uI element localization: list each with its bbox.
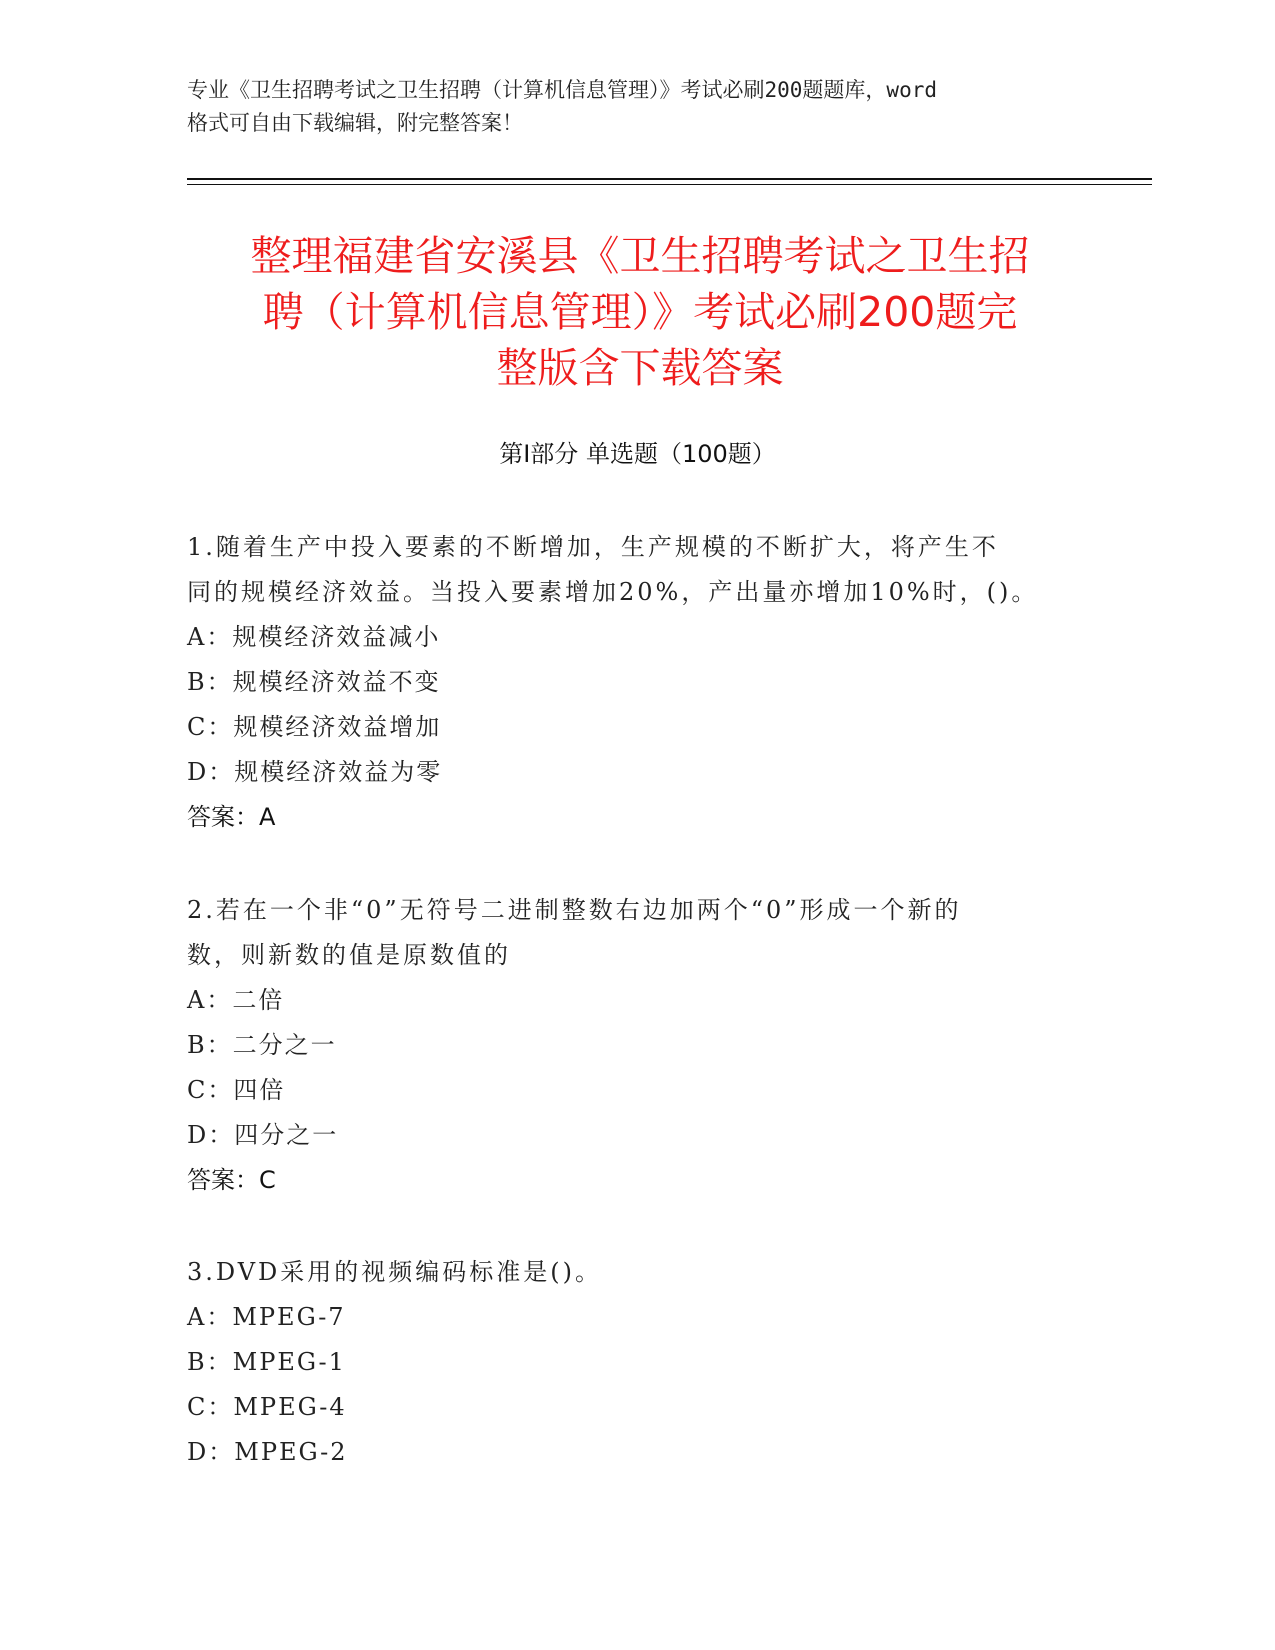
question-stem-line: 3.DVD采用的视频编码标准是()。 (187, 1258, 603, 1286)
answer-label: 答案：A (187, 803, 276, 831)
option-a: A：二倍 (187, 986, 285, 1014)
question-2 (187, 888, 1067, 1203)
option-d: D：四分之一 (187, 1121, 339, 1149)
option-a: A：MPEG-7 (187, 1303, 346, 1331)
question-stem-line: 1.随着生产中投入要素的不断增加，生产规模的不断扩大，将产生不 (187, 533, 999, 561)
question-3 (187, 1250, 1067, 1475)
question-stem-line: 同的规模经济效益。当投入要素增加20%，产出量亦增加10%时，()。 (187, 578, 1039, 606)
title-line-3: 整版含下载答案 (496, 344, 784, 392)
question-stem-line: 数，则新数的值是原数值的 (187, 941, 511, 969)
question-stem-line: 2.若在一个非“0”无符号二进制整数右边加两个“0”形成一个新的 (187, 896, 962, 924)
question-stem (187, 1250, 1067, 1295)
option-d: D：规模经济效益为零 (187, 758, 443, 786)
document-header (187, 74, 1087, 140)
header-line-1: 专业《卫生招聘考试之卫生招聘（计算机信息管理）》考试必刷200题题库，word (187, 78, 937, 102)
option-b: B：MPEG-1 (187, 1348, 346, 1376)
title-line-1: 整理福建省安溪县《卫生招聘考试之卫生招 (250, 232, 1030, 280)
answer-label: 答案：C (187, 1166, 276, 1194)
option-c: C：规模经济效益增加 (187, 713, 442, 741)
question-stem (187, 888, 1067, 978)
question-stem (187, 525, 1067, 615)
header-divider-thin (187, 184, 1152, 185)
option-b: B：二分之一 (187, 1031, 337, 1059)
option-b: B：规模经济效益不变 (187, 668, 441, 696)
section-heading: 第Ⅰ部分 单选题（100题） (499, 440, 776, 468)
title-line-2: 聘（计算机信息管理）》考试必刷200题完 (262, 288, 1018, 336)
header-line-2: 格式可自由下载编辑，附完整答案！ (187, 111, 523, 135)
option-c: C：MPEG-4 (187, 1393, 347, 1421)
document-title (180, 228, 1100, 396)
option-d: D：MPEG-2 (187, 1438, 348, 1466)
option-c: C：四倍 (187, 1076, 286, 1104)
question-1 (187, 525, 1067, 840)
option-a: A：规模经济效益减小 (187, 623, 441, 651)
header-divider-thick (187, 178, 1152, 180)
